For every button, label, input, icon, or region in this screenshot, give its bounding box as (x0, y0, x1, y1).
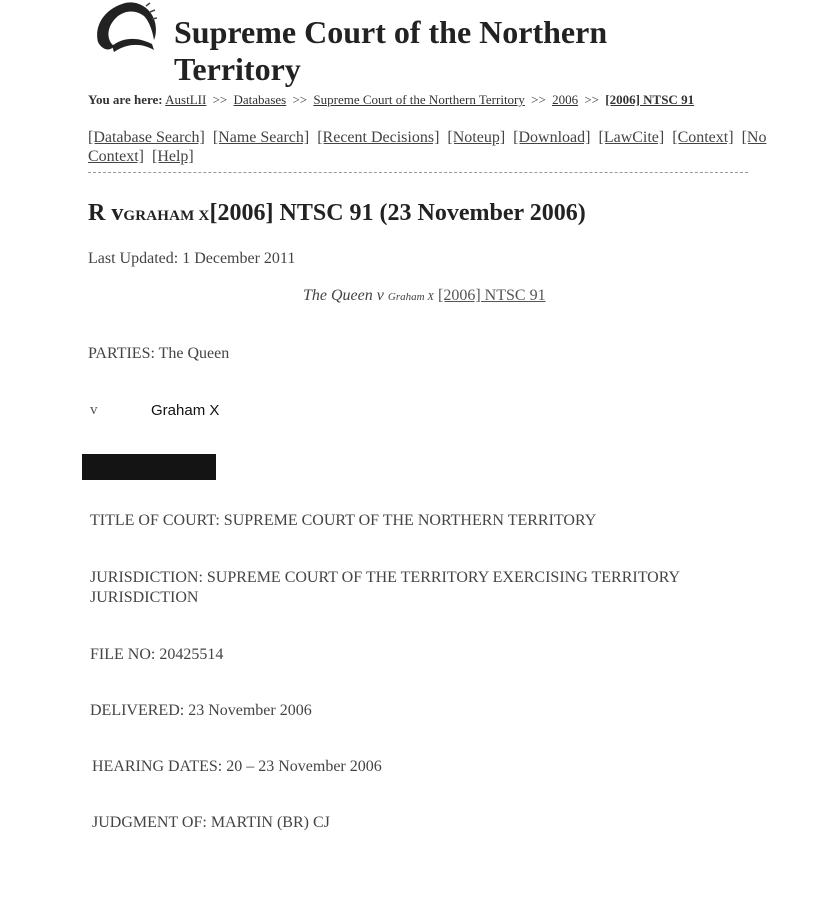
divider (88, 172, 748, 173)
file-number-field: FILE NO: 20425514 (90, 646, 224, 663)
breadcrumb-separator: >> (292, 92, 308, 107)
breadcrumb-current[interactable]: [2006] NTSC 91 (605, 92, 695, 107)
title-of-court-field: TITLE OF COURT: SUPREME COURT OF THE NORTHERN TERRITORY (90, 512, 597, 529)
toolbar-download[interactable]: [Download] (513, 129, 591, 146)
toolbar-no-context[interactable]: [No Context] (88, 129, 767, 165)
parties-field: PARTIES: The Queen (88, 345, 230, 362)
breadcrumb-prefix: You are here: (88, 92, 163, 107)
case-heading (88, 200, 586, 227)
versus-label: v (90, 402, 98, 418)
breadcrumb-separator: >> (212, 92, 228, 107)
citation-v: v (376, 287, 384, 304)
breadcrumb-link-austlii[interactable]: AustLII (165, 92, 207, 107)
court-logo-icon (92, 0, 162, 58)
toolbar-database-search[interactable]: [Database Search] (88, 129, 205, 146)
redaction-bar (82, 454, 216, 480)
defendant-name: Graham X (151, 402, 220, 419)
hearing-dates-field: HEARING DATES: 20 – 23 November 2006 (92, 758, 382, 775)
delivered-field: DELIVERED: 23 November 2006 (90, 702, 312, 719)
last-updated: Last Updated: 1 December 2011 (88, 250, 296, 267)
case-heading-party: GRAHAM X (123, 208, 210, 224)
case-heading-prefix: R v (88, 200, 124, 226)
breadcrumb-link-court[interactable]: Supreme Court of the Northern Territory (313, 92, 525, 107)
toolbar-context[interactable]: [Context] (672, 129, 734, 146)
breadcrumb-separator: >> (584, 92, 599, 107)
toolbar (88, 128, 768, 166)
breadcrumb-link-year[interactable]: 2006 (552, 92, 579, 107)
citation-line (303, 287, 546, 305)
jurisdiction-field: JURISDICTION: SUPREME COURT OF THE TERRITORY EXERCISING TERRITORY JURISDICTION (90, 569, 680, 606)
toolbar-recent-decisions[interactable]: [Recent Decisions] (317, 129, 440, 146)
breadcrumb-link-databases[interactable]: Databases (233, 92, 287, 107)
breadcrumb (88, 92, 694, 108)
citation-link[interactable]: [2006] NTSC 91 (438, 287, 546, 304)
site-title: Supreme Court of the Northern Territory (174, 14, 608, 87)
citation-defendant: Graham X (387, 291, 435, 303)
toolbar-noteup[interactable]: [Noteup] (447, 129, 506, 146)
toolbar-help[interactable]: [Help] (152, 148, 194, 165)
toolbar-name-search[interactable]: [Name Search] (212, 129, 310, 146)
breadcrumb-separator: >> (531, 92, 546, 107)
toolbar-lawcite[interactable]: [LawCite] (598, 129, 665, 146)
citation-parties: The Queen (303, 287, 373, 304)
case-heading-citation: [2006] NTSC 91 (23 November 2006) (209, 200, 586, 226)
judgment-of-field: JUDGMENT OF: MARTIN (BR) CJ (92, 814, 330, 831)
